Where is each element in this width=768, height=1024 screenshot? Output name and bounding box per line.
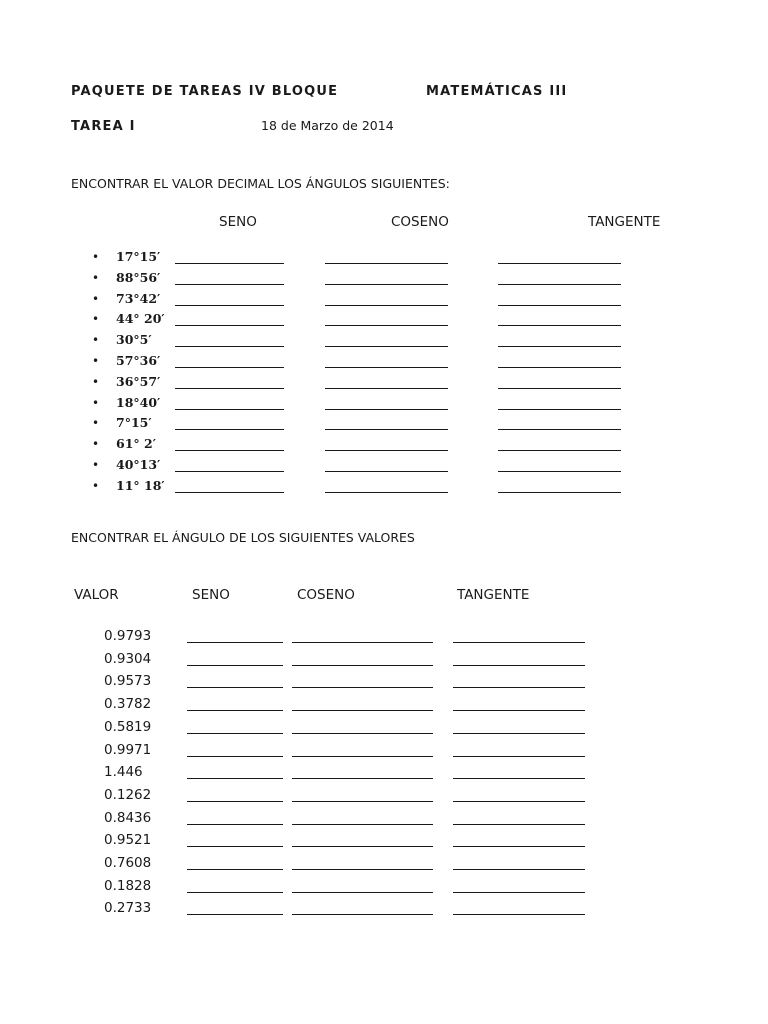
tangente-answer-blank[interactable]	[498, 325, 621, 326]
tangente-answer-blank[interactable]	[498, 346, 621, 347]
angle-value: 11° 18′	[116, 477, 165, 493]
seno-answer-blank[interactable]	[187, 892, 283, 893]
tangente-answer-blank[interactable]	[498, 429, 621, 430]
tangente-answer-blank[interactable]	[453, 892, 585, 893]
coseno-answer-blank[interactable]	[292, 756, 433, 757]
coseno-answer-blank[interactable]	[325, 450, 448, 451]
coseno-answer-blank[interactable]	[325, 284, 448, 285]
seno-answer-blank[interactable]	[187, 756, 283, 757]
tangente-answer-blank[interactable]	[453, 733, 585, 734]
seno-answer-blank[interactable]	[187, 914, 283, 915]
tangente-answer-blank[interactable]	[453, 710, 585, 711]
tangente-answer-blank[interactable]	[498, 409, 621, 410]
trig-value: 0.9793	[104, 628, 152, 644]
subject-title: MATEMÁTICAS III	[426, 84, 568, 99]
trig-value: 1.446	[104, 764, 143, 781]
bullet-icon: •	[92, 458, 100, 472]
bullet-icon: •	[92, 374, 100, 389]
angle-value: 44° 20′	[116, 311, 165, 327]
seno-answer-blank[interactable]	[187, 778, 283, 779]
coseno-answer-blank[interactable]	[292, 710, 433, 711]
trig-value: 0.3782	[104, 696, 152, 713]
coseno-answer-blank[interactable]	[325, 325, 448, 326]
seno-answer-blank[interactable]	[175, 305, 284, 306]
seno-answer-blank[interactable]	[187, 846, 283, 847]
coseno-answer-blank[interactable]	[325, 346, 448, 347]
tangente-answer-blank[interactable]	[498, 367, 621, 368]
angle-value: 36°57′	[116, 373, 161, 389]
tangente-answer-blank[interactable]	[453, 914, 585, 915]
bullet-icon: •	[92, 395, 100, 410]
angle-value: 30°5′	[116, 332, 152, 348]
bullet-icon: •	[92, 312, 100, 327]
tangente-answer-blank[interactable]	[453, 778, 585, 779]
coseno-answer-blank[interactable]	[292, 665, 433, 666]
seno-answer-blank[interactable]	[175, 409, 284, 410]
seno-answer-blank[interactable]	[175, 284, 284, 285]
trig-value: 0.7608	[104, 855, 152, 871]
task-label: TAREA I	[71, 119, 136, 134]
coseno-answer-blank[interactable]	[292, 733, 433, 734]
seno-answer-blank[interactable]	[187, 733, 283, 734]
coseno-answer-blank[interactable]	[325, 388, 448, 389]
section2-instruction: ENCONTRAR EL ÁNGULO DE LOS SIGUIENTES VALORES	[71, 530, 415, 545]
tangente-answer-blank[interactable]	[498, 263, 621, 264]
angle-value: 73°42′	[116, 290, 161, 306]
coseno-answer-blank[interactable]	[325, 367, 448, 368]
bullet-icon: •	[92, 354, 100, 368]
trig-value: 0.9521	[104, 832, 152, 849]
trig-value: 0.9971	[104, 741, 152, 758]
coseno-answer-blank[interactable]	[325, 263, 448, 264]
angle-value: 40°13′	[116, 457, 161, 472]
tangente-answer-blank[interactable]	[498, 471, 621, 472]
tangente-answer-blank[interactable]	[498, 305, 621, 306]
coseno-answer-blank[interactable]	[292, 642, 433, 643]
coseno-answer-blank[interactable]	[292, 778, 433, 779]
seno-answer-blank[interactable]	[187, 824, 283, 825]
bullet-icon: •	[92, 416, 100, 431]
seno-answer-blank[interactable]	[175, 471, 284, 472]
seno-answer-blank[interactable]	[175, 492, 284, 493]
tangente-answer-blank[interactable]	[453, 824, 585, 825]
trig-value: 0.9304	[104, 650, 152, 667]
angle-value: 17°15′	[116, 249, 161, 264]
seno-answer-blank[interactable]	[175, 263, 284, 264]
seno-answer-blank[interactable]	[175, 325, 284, 326]
tangente-answer-blank[interactable]	[453, 869, 585, 870]
trig-value: 0.1262	[104, 786, 152, 803]
seno-answer-blank[interactable]	[175, 450, 284, 451]
bullet-icon: •	[92, 250, 100, 264]
trig-value: 0.9573	[104, 673, 152, 690]
coseno-answer-blank[interactable]	[292, 892, 433, 893]
trig-value: 0.8436	[104, 809, 152, 826]
tangente-answer-blank[interactable]	[453, 642, 585, 643]
bullet-icon: •	[92, 270, 100, 285]
angle-value: 18°40′	[116, 394, 161, 410]
seno-answer-blank[interactable]	[175, 346, 284, 347]
coseno-answer-blank[interactable]	[292, 914, 433, 915]
bullet-icon: •	[92, 478, 100, 493]
angle-value: 88°56′	[116, 269, 161, 285]
tangente-answer-blank[interactable]	[498, 388, 621, 389]
coseno-answer-blank[interactable]	[292, 824, 433, 825]
tangente-answer-blank[interactable]	[453, 801, 585, 802]
trig-value: 0.2733	[104, 900, 152, 917]
coseno-answer-blank[interactable]	[292, 687, 433, 688]
section2-col-tangente: TANGENTE	[457, 587, 530, 603]
section1-instruction: ENCONTRAR EL VALOR DECIMAL LOS ÁNGULOS SIGUIENTES:	[71, 176, 450, 191]
coseno-answer-blank[interactable]	[292, 846, 433, 847]
coseno-answer-blank[interactable]	[325, 305, 448, 306]
seno-answer-blank[interactable]	[187, 642, 283, 643]
seno-answer-blank[interactable]	[187, 869, 283, 870]
tangente-answer-blank[interactable]	[453, 687, 585, 688]
angle-value: 57°36′	[116, 353, 161, 368]
seno-answer-blank[interactable]	[175, 429, 284, 430]
seno-answer-blank[interactable]	[175, 388, 284, 389]
bullet-icon: •	[92, 333, 100, 348]
coseno-answer-blank[interactable]	[325, 471, 448, 472]
seno-answer-blank[interactable]	[187, 801, 283, 802]
tangente-answer-blank[interactable]	[498, 492, 621, 493]
date-text: 18 de Marzo de 2014	[261, 118, 394, 133]
section2-col-coseno: COSENO	[297, 587, 355, 603]
seno-answer-blank[interactable]	[187, 710, 283, 711]
angle-value: 7°15′	[116, 415, 152, 431]
section2-col-seno: SENO	[192, 587, 230, 603]
coseno-answer-blank[interactable]	[325, 409, 448, 410]
tangente-answer-blank[interactable]	[453, 756, 585, 757]
bullet-icon: •	[92, 437, 100, 452]
coseno-answer-blank[interactable]	[325, 429, 448, 430]
coseno-answer-blank[interactable]	[292, 869, 433, 870]
bullet-icon: •	[92, 291, 100, 306]
tangente-answer-blank[interactable]	[498, 284, 621, 285]
trig-value: 0.1828	[104, 877, 152, 894]
tangente-answer-blank[interactable]	[498, 450, 621, 451]
section1-col-seno: SENO	[219, 214, 257, 230]
angle-value: 61° 2′	[116, 436, 156, 452]
worksheet-title: PAQUETE DE TAREAS IV BLOQUE	[71, 84, 339, 99]
coseno-answer-blank[interactable]	[292, 801, 433, 802]
seno-answer-blank[interactable]	[187, 687, 283, 688]
section2-col-valor: VALOR	[74, 587, 119, 603]
seno-answer-blank[interactable]	[187, 665, 283, 666]
section1-col-tangente: TANGENTE	[588, 214, 661, 230]
trig-value: 0.5819	[104, 718, 152, 735]
coseno-answer-blank[interactable]	[325, 492, 448, 493]
seno-answer-blank[interactable]	[175, 367, 284, 368]
tangente-answer-blank[interactable]	[453, 665, 585, 666]
section1-col-coseno: COSENO	[391, 214, 449, 230]
tangente-answer-blank[interactable]	[453, 846, 585, 847]
